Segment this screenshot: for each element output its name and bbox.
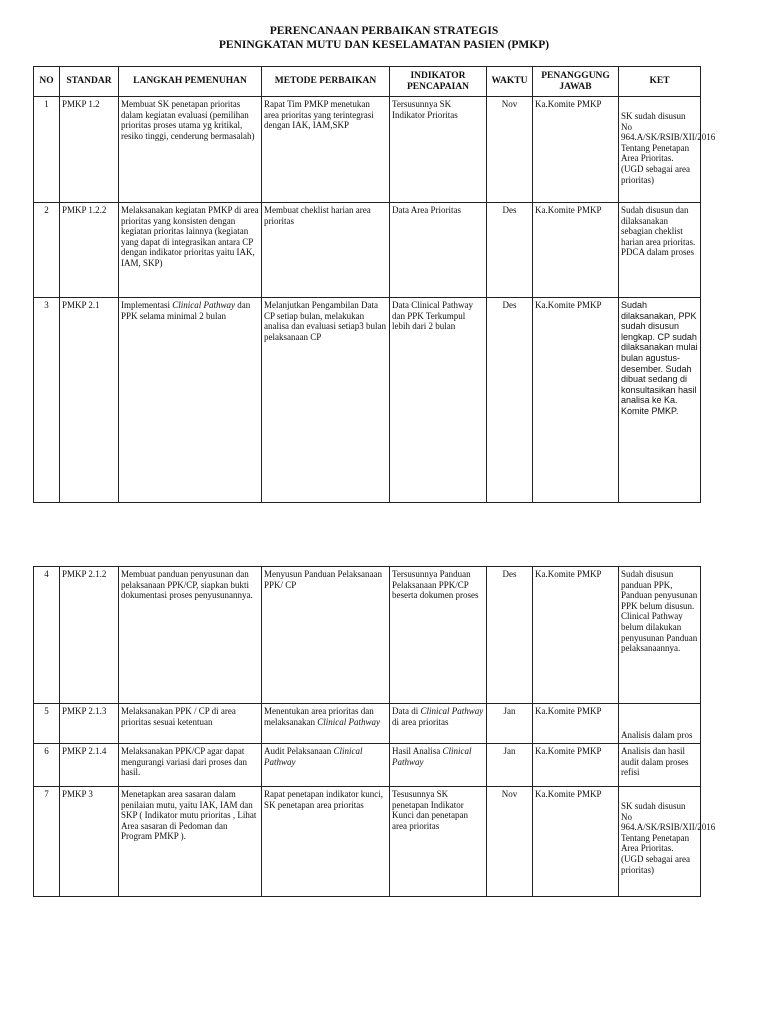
table-row <box>34 298 701 503</box>
table-row <box>34 97 701 203</box>
row-indikator <box>390 704 487 744</box>
row-waktu: Des <box>487 203 533 298</box>
metode-italic-text: Clinical Pathway <box>264 746 363 767</box>
metode-text: Menyusun Panduan Pelaksanaan PPK/ CP <box>264 569 382 590</box>
row-penanggung-jawab: Ka.Komite PMKP <box>533 744 619 787</box>
row-penanggung-jawab: Ka.Komite PMKP <box>533 298 619 503</box>
row-waktu: Nov <box>487 97 533 203</box>
header-waktu: WAKTU <box>487 67 533 97</box>
header-standar: STANDAR <box>60 67 119 97</box>
row-penanggung-jawab: Ka.Komite PMKP <box>533 787 619 897</box>
header-no: NO <box>34 67 60 97</box>
metode-text: Menentukan area prioritas dan melaksanakan <box>264 706 374 727</box>
row-no: 4 <box>34 567 60 704</box>
row-indikator <box>390 787 487 897</box>
row-langkah: Membuat SK penetapan prioritas dalam kegiatan evaluasi (pemilihan prioritas proses utama yg kritikal, resiko tinggi, cenderung bermasalah) <box>119 97 262 203</box>
indikator-text: Tersusunnya Panduan Pelaksanaan PPK/CP beserta dokumen proses <box>392 569 479 601</box>
indikator-italic-text: Clinical Pathway <box>420 706 484 716</box>
row-no: 3 <box>34 298 60 503</box>
row-waktu: Jan <box>487 744 533 787</box>
row-penanggung-jawab: Ka.Komite PMKP <box>533 203 619 298</box>
indikator-text: Data Area Prioritas <box>392 205 461 215</box>
table-row <box>34 787 701 897</box>
table-row <box>34 704 701 744</box>
langkah-italic-text: Clinical Pathway <box>172 300 235 310</box>
row-ket: Analisis dan hasil audit dalam proses refisi <box>619 744 701 787</box>
improvement-plan-table-continued <box>33 566 716 897</box>
row-standar: PMKP 2.1.4 <box>60 744 119 787</box>
row-ket: Analisis dalam pros <box>619 704 701 744</box>
langkah-text-end: dan PPK selama minimal 2 bulan <box>121 300 251 321</box>
row-langkah <box>119 298 262 503</box>
row-standar: PMKP 1.2.2 <box>60 203 119 298</box>
indikator-text: Data Clinical Pathway dan PPK Terkumpul lebih dari 2 bulan <box>392 300 473 332</box>
header-langkah-pemenuhan: LANGKAH PEMENUHAN <box>119 67 262 97</box>
row-no: 7 <box>34 787 60 897</box>
row-no: 6 <box>34 744 60 787</box>
row-langkah: Menetapkan area sasaran dalam penilaian mutu, yaitu IAK, IAM dan SKP ( Indikator mutu prioritas , Lihat Area sasaran di Pedoman dan Program PMKP ). <box>119 787 262 897</box>
row-langkah: Melaksanakan kegiatan PMKP di area prioritas yang konsisten dengan kegiatan prioritas lainnya (kegiatan yang dapat di integrasikan antara CP dengan indikator prioritas yaitu IAK, IAM, SKP) <box>119 203 262 298</box>
row-standar: PMKP 2.1.3 <box>60 704 119 744</box>
table-row <box>34 203 701 298</box>
improvement-plan-table <box>33 66 716 503</box>
row-metode <box>262 298 390 503</box>
row-ket: Sudah disusun dan dilaksanakan sebagian cheklist harian area prioritas. PDCA dalam proses <box>619 203 701 298</box>
row-indikator <box>390 298 487 503</box>
row-ket: Sudah dilaksanakan, PPK sudah disusun lengkap. CP sudah dilaksanakan mulai bulan agustus-desember. Sudah dibuat sedang di konsultasikan hasil analisa ke Ka. Komite PMKP. <box>619 298 701 503</box>
header-indikator-pencapaian: INDIKATOR PENCAPAIAN <box>390 67 487 97</box>
metode-text: Rapat Tim PMKP menetukan area prioritas yang terintegrasi dengan IAK, IAM,SKP <box>264 99 374 131</box>
row-ket: SK sudah disusun No 964.A/SK/RSIB/XII/2016 Tentang Penetapan Area Prioritas. (UGD sebagai area prioritas) <box>619 787 701 897</box>
row-metode <box>262 744 390 787</box>
row-standar: PMKP 2.1 <box>60 298 119 503</box>
row-penanggung-jawab: Ka.Komite PMKP <box>533 97 619 203</box>
header-ket: KET <box>619 67 701 97</box>
row-standar: PMKP 3 <box>60 787 119 897</box>
header-metode-perbaikan: METODE PERBAIKAN <box>262 67 390 97</box>
row-ket: SK sudah disusun No 964.A/SK/RSIB/XII/2016 Tentang Penetapan Area Prioritas. (UGD sebagai area prioritas) <box>619 97 701 203</box>
indikator-text: Data di <box>392 706 421 716</box>
indikator-text: Hasil Analisa <box>392 746 443 756</box>
row-indikator <box>390 567 487 704</box>
indikator-text: Tesusunnya SK penetapan Indikator Kunci dan penetapan area prioritas <box>392 789 468 831</box>
row-waktu: Nov <box>487 787 533 897</box>
langkah-text: Implementasi <box>121 300 173 310</box>
row-metode <box>262 203 390 298</box>
row-indikator <box>390 203 487 298</box>
row-no: 1 <box>34 97 60 203</box>
indikator-text-end: di area prioritas <box>392 716 449 727</box>
indikator-text: Tersusunnya SK Indikator Prioritas <box>392 99 458 120</box>
row-penanggung-jawab: Ka.Komite PMKP <box>533 704 619 744</box>
metode-text: Melanjutkan Pengambilan Data CP setiap bulan, melakukan analisa dan evaluasi setiap3 bulan pelaksanaan CP <box>264 300 386 342</box>
row-ket: Sudah disusun panduan PPK, Panduan penyusunan PPK belum disusun. Clinical Pathway belum dilakukan penyusunan Panduan pelaksanaannya. <box>619 567 701 704</box>
metode-italic-text: Clinical Pathway <box>317 716 380 727</box>
metode-text: Rapat penetapan indikator kunci, SK penetapan area prioritas <box>264 789 383 810</box>
row-penanggung-jawab: Ka.Komite PMKP <box>533 567 619 704</box>
row-waktu: Des <box>487 567 533 704</box>
row-waktu: Jan <box>487 704 533 744</box>
row-standar: PMKP 1.2 <box>60 97 119 203</box>
row-langkah: Melaksanakan PPK / CP di area prioritas sesuai ketentuan <box>119 704 262 744</box>
table-header-row <box>34 67 701 97</box>
metode-text: Membuat cheklist harian area prioritas <box>264 205 371 226</box>
metode-text: Audit Pelaksanaan <box>264 746 334 756</box>
row-no: 5 <box>34 704 60 744</box>
row-waktu: Des <box>487 298 533 503</box>
document-title-line-1: PERENCANAAN PERBAIKAN STRATEGIS <box>269 25 499 37</box>
table-row <box>34 567 701 704</box>
row-langkah: Melaksanakan PPK/CP agar dapat mengurangi variasi dari proses dan hasil. <box>119 744 262 787</box>
indikator-italic-text: Clinical Pathway <box>392 746 472 767</box>
row-langkah: Membuat panduan penyusunan dan pelaksanaan PPK/CP, siapkan bukti dokumentasi proses penyusunannya. <box>119 567 262 704</box>
document-title-line-2: PENINGKATAN MUTU DAN KESELAMATAN PASIEN (PMKP) <box>218 39 550 51</box>
row-standar: PMKP 2.1.2 <box>60 567 119 704</box>
row-metode <box>262 787 390 897</box>
row-indikator <box>390 97 487 203</box>
row-indikator <box>390 744 487 787</box>
header-penanggung-jawab: PENANGGUNG JAWAB <box>533 67 619 97</box>
row-metode <box>262 97 390 203</box>
row-metode <box>262 567 390 704</box>
table-row <box>34 744 701 787</box>
row-metode <box>262 704 390 744</box>
row-no: 2 <box>34 203 60 298</box>
